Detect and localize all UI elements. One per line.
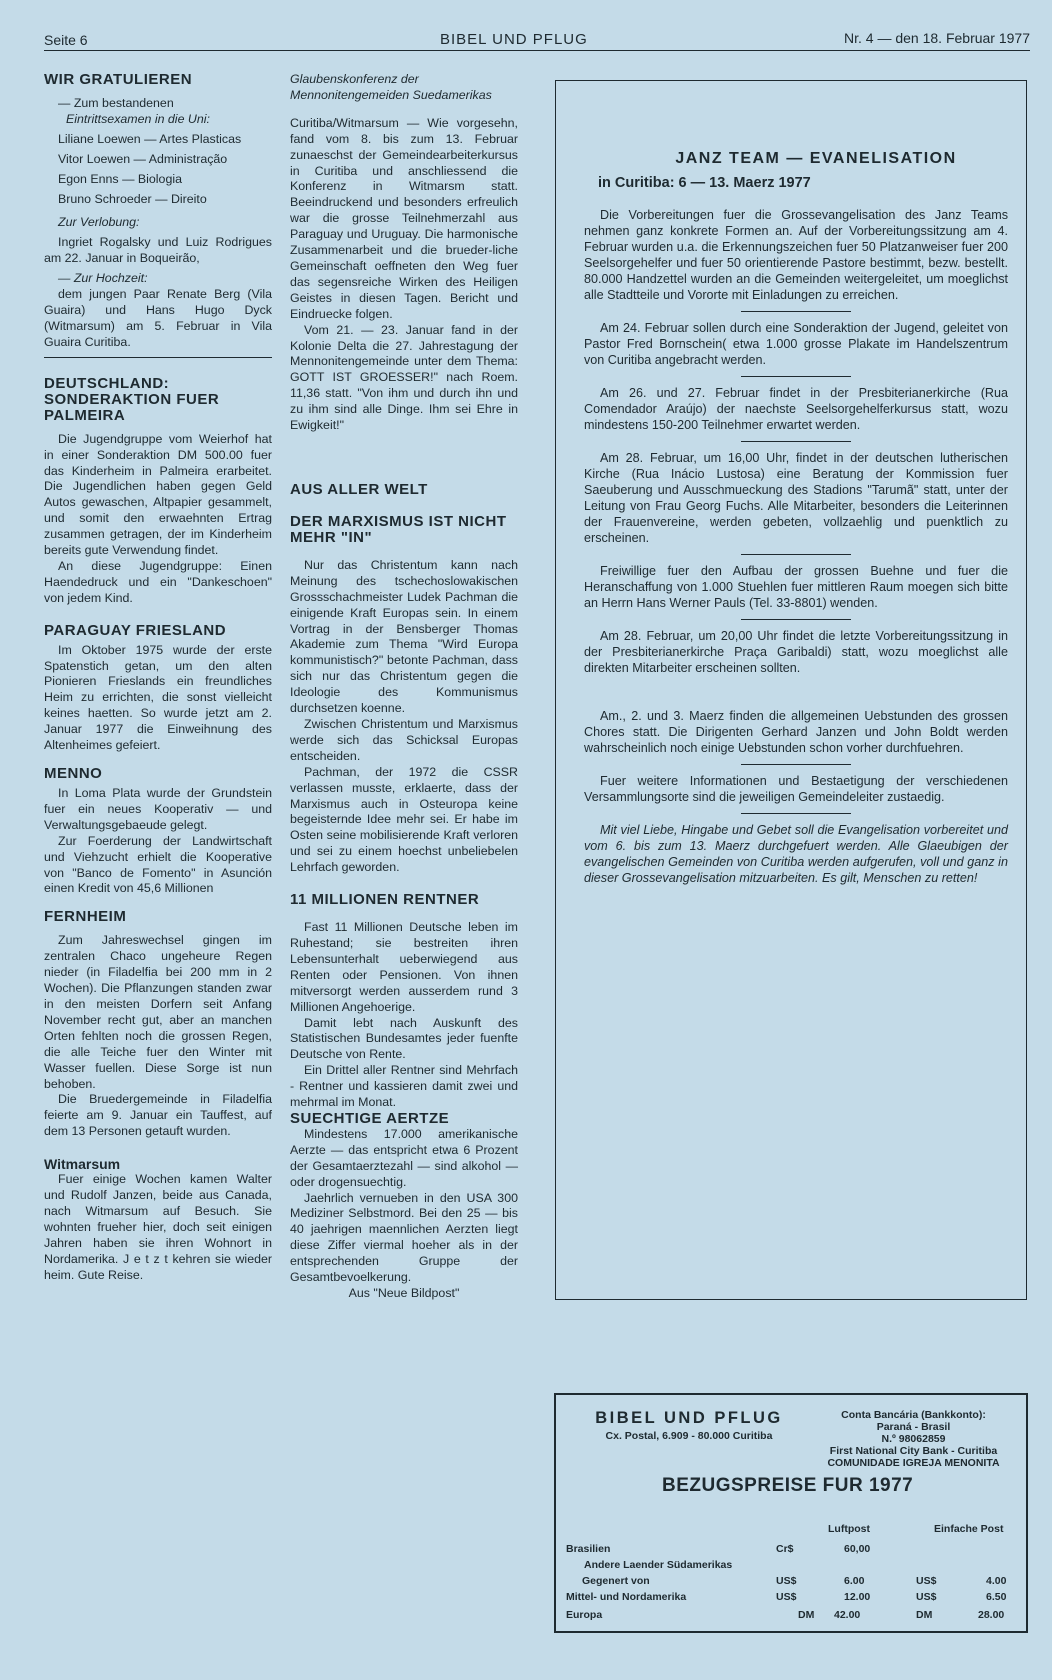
column-middle	[290, 72, 518, 1302]
rentner-heading: 11 MILLIONEN RENTNER	[290, 891, 480, 909]
row-currency: Cr$	[776, 1543, 794, 1555]
aus-aller-welt-heading: AUS ALLER WELT	[290, 480, 428, 498]
palmeira-heading: DEUTSCHLAND: SONDERAKTION FUER PALMEIRA	[44, 374, 220, 424]
row-label: Europa	[566, 1609, 603, 1621]
issue-date: Nr. 4 — den 18. Februar 1977	[844, 30, 1030, 46]
exam-entry-1: Liliane Loewen — Artes Plasticas	[58, 131, 242, 146]
row-label: Andere Laender Südamerikas	[584, 1559, 733, 1571]
row-luftpost: 60,00	[844, 1543, 871, 1555]
row-einfache: 6.50	[986, 1591, 1007, 1603]
exam-entry-3: Egon Enns — Biologia	[58, 171, 182, 186]
janz-team-content	[584, 151, 1008, 886]
exam-intro: — Zum bestandenen	[58, 96, 174, 110]
price-table-title: BEZUGSPREISE FUR 1977	[662, 1475, 914, 1496]
janz-team-box	[555, 80, 1027, 1300]
menno-paragraph-2: Zur Foerderung der Landwirtschaft und Viehzucht erhielt die Kooperative von "Banco de Fomento" in Asunción einen Kredit von 45,6 Millionen	[44, 833, 272, 896]
publisher-block	[574, 1409, 804, 1442]
section-divider	[44, 357, 272, 358]
divider	[741, 619, 851, 620]
row-currency: DM	[798, 1609, 815, 1621]
marxismus-paragraph-3: Pachman, der 1972 die CSSR verlassen musste, erklaerte, dass der Marxismus auch in Osteuropa keine begeisternde Idee mehr sei. Er habe im Osten seine mobilisierende Kraft verloren und sei zu einem hoechst unbeliebelen Lehrfach geworden.	[290, 764, 518, 875]
marxismus-paragraph-1: Nur das Christentum kann nach Meinung des tschechoslowakischen Grossschachmeister Ludek Pachman die einigende Kraft Europas sein. In einem Vortrag in der Bensberger Thomas Akademie zum Thema "Wird Europa kommunistisch?" betonte Pachman, dass sich nur das Christentum gegen die Ideologie des Kommunismus durchsetzen koenne.	[290, 557, 518, 716]
verlobung-label: Zur Verlobung:	[58, 215, 140, 230]
fernheim-paragraph-2: Die Bruedergemeinde in Filadelfia feierte am 9. Januar ein Tauffest, auf dem 13 Personen getauft wurden.	[44, 1092, 272, 1139]
row-label: Gegenert von	[582, 1575, 650, 1587]
price-row	[566, 1591, 1021, 1605]
paraguay-paragraph: Im Oktober 1975 wurde der erste Spatenstich getan, um den alten Pionieren Frieslands ein freundliches Heim zu errichten, die sonst vielleicht keines haetten. So wurde jetzt am 2. Januar 1977 die Einweihnung des Altenheimes gefeiert.	[44, 642, 272, 753]
bank-account-line: Conta Bancária (Bankkonto):	[841, 1409, 986, 1421]
row-luftpost: 12.00	[844, 1591, 871, 1603]
paper-name: BIBEL UND PFLUG	[440, 31, 588, 48]
witmarsum-heading: Witmarsum	[44, 1156, 121, 1173]
janz-paragraph-4: Am 28. Februar, um 16,00 Uhr, findet in der deutschen lutherischen Kirche (Rua Inácio Lustosa) eine Beratung der Kommission fuer Saeuberung und Ausschmueckung des Stadions "Tarumã" statt, unter der Leitung von Frau Georg Fuchs. Alle Mitarbeiter, besonders die Leiterinnen der Frauenvereine, werden gebeten, vollzaehlig und puenktlich zu erscheinen.	[584, 451, 1008, 545]
aerzte-source: Aus "Neue Bildpost"	[348, 1286, 460, 1300]
row-currency: US$	[776, 1591, 797, 1603]
row-einfache: 28.00	[978, 1609, 1005, 1621]
menno-paragraph-1: In Loma Plata wurde der Grundstein fuer ein neues Kooperativ — und Verwaltungsgebaeude gelegt.	[44, 786, 272, 832]
fernheim-paragraph-1: Zum Jahreswechsel gingen im zentralen Chaco ungeheure Regen nieder (in Filadelfia bei 200 mm in 2 Wochen). Die Pflanzungen standen zwar in den meisten Dorfern seit Anfang November recht gut, aber an manchen Orten fehlten noch die grossen Regen, die alle Teiche fuer den Winter mit Wasser fuellen. Diese Sorge ist nun behoben.	[44, 933, 272, 1091]
row-currency-2: US$	[916, 1591, 937, 1603]
marxismus-heading: DER MARXISMUS IST NICHT MEHR "IN"	[290, 512, 507, 546]
price-row	[566, 1543, 1021, 1557]
aerzte-heading: SUECHTIGE AERTZE	[290, 1109, 450, 1127]
bank-account-line: N.º 98062859	[881, 1433, 946, 1445]
row-luftpost: 42.00	[834, 1609, 861, 1621]
divider	[741, 376, 851, 377]
exam-entry-2: Vitor Loewen — Administração	[58, 151, 228, 166]
janz-paragraph-7: Am., 2. und 3. Maerz finden die allgemeinen Uebstunden des grossen Chores statt. Die Dirigenten Gerhard Janzen und John Boldt werden wahrscheinlich noch einige Uebstunden schon vorher durchfuehren.	[584, 709, 1008, 755]
page-number: Seite 6	[44, 32, 88, 48]
page-header	[44, 26, 1030, 52]
divider	[741, 554, 851, 555]
bank-account-line: COMUNIDADE IGREJA MENONITA	[827, 1457, 1000, 1469]
rentner-paragraph-2: Damit lebt nach Auskunft des Statistischen Bundesamtes jeder fuenfte Deutsche von Rente.	[290, 1015, 518, 1062]
janz-paragraph-2: Am 24. Februar sollen durch eine Sonderaktion der Jugend, geleitet von Pastor Fred Bornschein( etwa 1.000 grosse Plakate im Handelszentrum von Curitiba angebracht werden.	[584, 321, 1008, 367]
rentner-paragraph-3: Ein Drittel aller Rentner sind Mehrfach - Rentner und kassieren damit zwei und mehrmal im Monat.	[290, 1063, 518, 1110]
janz-paragraph-6: Am 28. Februar, um 20,00 Uhr findet die letzte Vorbereitungssitzung in der Presbiterianerkirche Praça Garibaldi) statt, wozu moeglichst alle direkten Mitarbeiter erscheinen sollten.	[584, 629, 1008, 675]
exam-entry-4: Bruno Schroeder — Direito	[58, 191, 207, 206]
header-rule	[44, 50, 1030, 51]
janz-paragraph-8: Fuer weitere Informationen und Bestaetigung der verschiedenen Versammlungsorte sind die jeweiligen Gemeindeleiter zustaedig.	[584, 774, 1008, 804]
divider	[741, 764, 851, 765]
row-currency-2: DM	[916, 1609, 933, 1621]
janz-team-title: JANZ TEAM — EVANELISATION	[675, 150, 957, 167]
konferenz-paragraph-1: Curitiba/Witmarsum — Wie vorgesehn, fand vom 8. bis zum 13. Februar zunaeschst der Gemeindearbeiterkursus in Curitiba und anschliessend die Konferenz in Witmarsm statt. Beeindruckend und besonders erfreulich war die grosse Teilnehmerzahl aus Paraguay und Uruguay. Die harmonische Zusammenarbeit und die brueder-liche Gemeinschaft oeffneten den Weg fuer das segensreiche Wirken des Heiligen Geistes in diesen Tagen. Bericht und Eindruecke folgen.	[290, 115, 518, 321]
divider	[741, 311, 851, 312]
palmeira-paragraph-1: Die Jugendgruppe vom Weierhof hat in einer Sonderaktion DM 500.00 fuer das Kinderheim in Palmeira erarbeitet. Die Jugendlichen haben gegen Geld Autos gewaschen, Altpapier gesammelt, und somit den erwaehnten Ertrag zusammen getragen, der im Kinderheim bereits gute Verwendung findet.	[44, 431, 272, 558]
price-row	[566, 1575, 1021, 1589]
janz-paragraph-3: Am 26. und 27. Februar findet in der Presbiterianerkirche (Rua Comendador Araújo) der naechste Seelsorgehelferkursus statt, wozu mindestens 150-200 Teilnehmer erwartet werden.	[584, 386, 1008, 432]
palmeira-paragraph-2: An diese Jugendgruppe: Einen Haendedruck und ein "Dankeschoen" von jedem Kind.	[44, 558, 272, 605]
row-currency: US$	[776, 1575, 797, 1587]
marxismus-paragraph-2: Zwischen Christentum und Marxismus werde sich das Schicksal Europas entscheiden.	[290, 717, 518, 763]
verlobung-text: Ingriet Rogalsky und Luiz Rodrigues am 22. Januar in Boqueirão,	[44, 235, 272, 266]
janz-paragraph-9: Mit viel Liebe, Hingabe und Gebet soll die Evangelisation vorbereitet und vom 6. bis zum 13. Maerz durchgefuert werden. Alle Glaeubigen der evangelischen Gemeinden von Curitiba werden aufgerufen, voll und ganz in dieser Grossevangelisation mitzuarbeiten. Es gilt, Menschen zu retten!	[584, 823, 1008, 885]
hochzeit-text: dem jungen Paar Renate Berg (Vila Guaira) und Hans Hugo Dyck (Witmarsum) am 5. Februar in Vila Guaira Curitiba.	[44, 287, 272, 349]
witmarsum-paragraph: Fuer einige Wochen kamen Walter und Rudolf Janzen, beide aus Canada, nach Witmarsum auf Besuch. Sie wohnten frueher hier, doch seit einigen Jahren haben sie ihren Wohnort in Nordamerika. J e t z t kehren sie wieder heim. Gute Reise.	[44, 1172, 272, 1282]
row-luftpost: 6.00	[844, 1575, 865, 1587]
menno-heading: MENNO	[44, 765, 103, 782]
bank-account-line: Paraná - Brasil	[876, 1421, 951, 1433]
row-label: Brasilien	[566, 1543, 611, 1555]
konferenz-heading: Glaubenskonferenz der Mennonitengemeiden Suedamerikas	[290, 72, 492, 102]
hochzeit-label: — Zur Hochzeit:	[58, 271, 148, 286]
row-label: Mittel- und Nordamerika	[566, 1591, 687, 1603]
aerzte-paragraph-2: Jaehrlich vernueben in den USA 300 Mediziner Selbstmord. Bei den 25 — bis 40 jaehrigen maennlichen Aerzten liegt diese Ziffer viermal hoeher als in der entsprechenden Gruppe der Gesamtbevoelkerung.	[290, 1190, 518, 1285]
janz-paragraph-5: Freiwillige fuer den Aufbau der grossen Buehne und fuer die Heranschaffung von 1.000 Stuehlen fuer mittleren Raum moegen sich bitte an Herrn Hans Werner Pauls (Tel. 33-8801) wenden.	[584, 564, 1008, 610]
column-header-einfache-post: Einfache Post	[934, 1523, 1004, 1535]
exam-label: Eintrittsexamen in die Uni:	[66, 111, 210, 126]
konferenz-paragraph-2: Vom 21. — 23. Januar fand in der Kolonie Delta die 27. Jahrestagung der Mennonitengemeinde unter dem Thema: GOTT IST GROESSER!" nach Roem. 11,36 statt. "Von ihm und durch ihn und zu ihm sind alle Dinge. Ihm sei Ehre in Ewigkeit!"	[290, 322, 518, 433]
bank-account-line: First National City Bank - Curitiba	[829, 1445, 998, 1457]
row-einfache: 4.00	[986, 1575, 1007, 1587]
price-row	[566, 1559, 1021, 1573]
divider	[741, 813, 851, 814]
column-header-luftpost: Luftpost	[828, 1523, 870, 1535]
rentner-paragraph-1: Fast 11 Millionen Deutsche leben im Ruhestand; sie bestreiten ihren Lebensunterhalt ueberwiegend aus Renten oder Pensionen. Von ihnen mitversorgt werden ausserdem rund 3 Millionen Angehoerige.	[290, 920, 518, 1014]
column-left	[44, 72, 272, 1283]
publisher-name: BIBEL UND PFLUG	[595, 1409, 783, 1427]
fernheim-heading: FERNHEIM	[44, 908, 127, 926]
divider	[741, 441, 851, 442]
gratulieren-heading: WIR GRATULIEREN	[44, 71, 193, 88]
janz-paragraph-1: Die Vorbereitungen fuer die Grossevangelisation des Janz Teams nehmen ganz konkrete Formen an. Auf der Vorbereitungssitzung am 4. Februar wurden u.a. die Erkennungszeichen fuer 50 Platzanweiser fuer 200 Seelsorgehelfer und fuer 50 orientierende Pastore bestimmt, bezw. bestellt. 80.000 Handzettel wurden an die Gemeinden weitergeleitet, um moeglichst alle Stadtteile und Vororte mit Einladungen zu erreichen.	[584, 208, 1008, 302]
bank-account-block	[806, 1409, 1021, 1469]
aerzte-paragraph-1: Mindestens 17.000 amerikanische Aerzte — das entspricht etwa 6 Prozent der Gesamtaerztezahl — sind alkohol — oder drogensuechtig.	[290, 1126, 518, 1189]
row-currency-2: US$	[916, 1575, 937, 1587]
publisher-address: Cx. Postal, 6.909 - 80.000 Curitiba	[605, 1430, 773, 1442]
price-row	[566, 1609, 1021, 1623]
paraguay-heading: PARAGUAY FRIESLAND	[44, 621, 227, 639]
janz-team-subtitle: in Curitiba: 6 — 13. Maerz 1977	[598, 175, 811, 191]
subscription-box	[554, 1393, 1028, 1633]
